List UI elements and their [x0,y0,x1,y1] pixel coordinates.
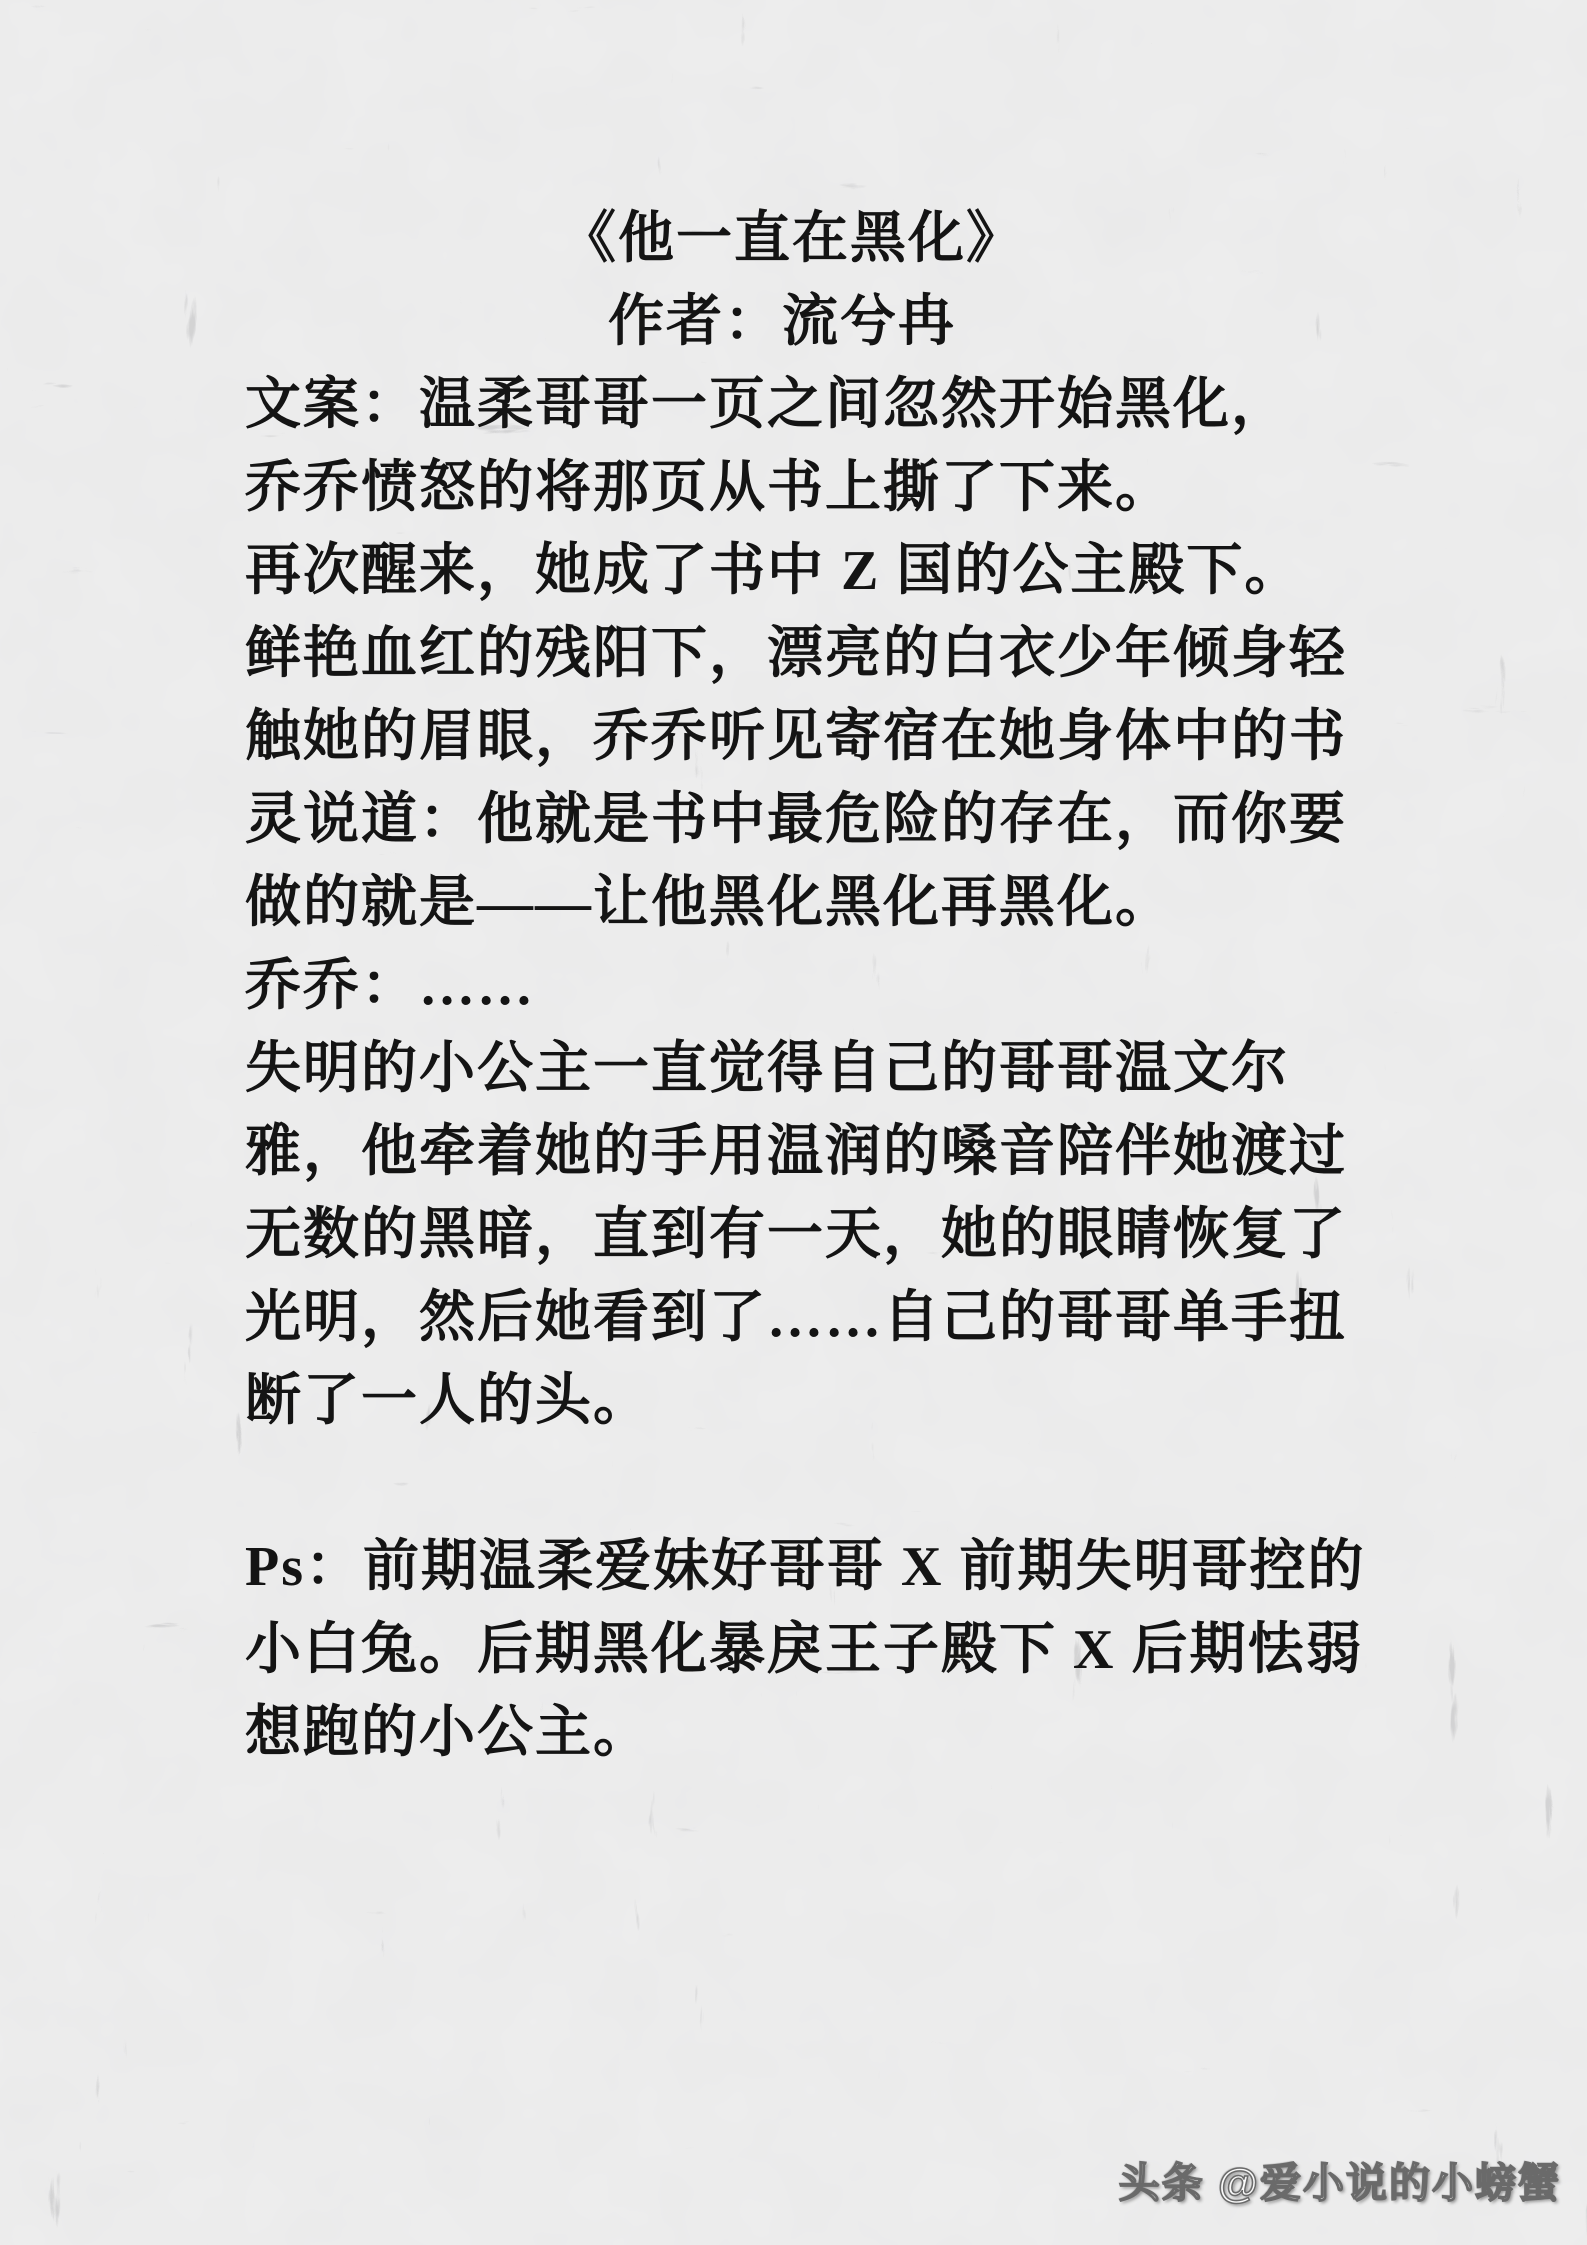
text-line: 小白兔。后期黑化暴戾王子殿下 X 后期怯弱 [245,1619,1364,1681]
text-line: 乔乔：…… [245,955,535,1017]
text-line: 鲜艳血红的残阳下，漂亮的白衣少年倾身轻 [245,623,1347,685]
text-line: 触她的眉眼，乔乔听见寄宿在她身体中的书 [245,706,1347,768]
text-line: 失明的小公主一直觉得自己的哥哥温文尔 [245,1038,1289,1100]
text-line [245,1443,1429,1526]
text-line: 想跑的小公主。 [245,1702,651,1764]
text-line: Ps：前期温柔爱妹好哥哥 X 前期失明哥控的 [245,1536,1366,1598]
text-line: 光明，然后她看到了……自己的哥哥单手扭 [245,1287,1347,1349]
watermark-credit: 头条 @爱小说的小螃蟹 [1118,2160,1561,2206]
text-line: 灵说道：他就是书中最危险的存在，而你要 [245,789,1347,851]
author-line: 作者：流兮冉 [608,291,956,353]
novel-title: 《他一直在黑化》 [560,208,1024,270]
text-line: 再次醒来，她成了书中 Z 国的公主殿下。 [245,540,1303,602]
synopsis-content [245,198,1429,1775]
text-line: 无数的黑暗，直到有一天，她的眼睛恢复了 [245,1204,1347,1266]
text-line: 断了一人的头。 [245,1370,651,1432]
synopsis-text [245,364,1429,1775]
text-line: 乔乔愤怒的将那页从书上撕了下来。 [245,457,1173,519]
text-line: 雅，他牵着她的手用温润的嗓音陪伴她渡过 [245,1121,1347,1183]
text-line: 做的就是——让他黑化黑化再黑化。 [245,872,1173,934]
text-line: 文案：温柔哥哥一页之间忽然开始黑化， [245,374,1289,436]
